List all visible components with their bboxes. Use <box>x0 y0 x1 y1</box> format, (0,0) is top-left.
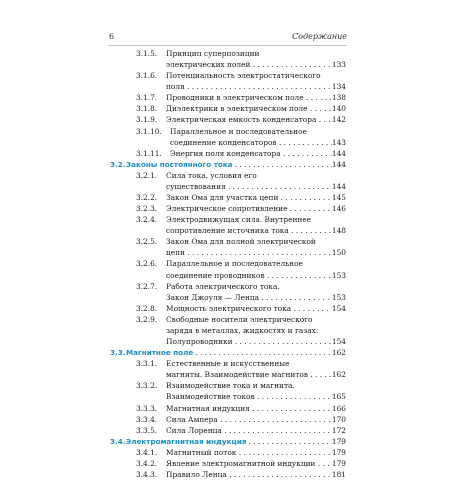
toc-title-text: Проводники в электрическом поле . . . <box>166 93 332 102</box>
toc-section-entry <box>110 436 346 447</box>
toc-title <box>166 303 332 314</box>
toc-title <box>166 48 332 59</box>
toc-entry <box>110 358 346 369</box>
toc-title <box>166 225 332 236</box>
toc-entry <box>110 281 346 292</box>
toc-entry <box>110 414 346 425</box>
toc-entry <box>110 126 346 137</box>
toc-title-text: Закон Ома для участка цепи . . . <box>166 193 332 202</box>
toc-number: 3.2. <box>110 159 126 169</box>
toc-page: 133 <box>331 60 346 70</box>
toc-title-text: Диэлектрики в электрическом поле . . . <box>166 104 332 113</box>
toc-number: 3.1.7. <box>136 93 158 103</box>
toc-title-text: Принцип суперпозиции <box>166 49 260 58</box>
toc-entry <box>110 270 346 281</box>
toc-page: 181 <box>331 469 346 479</box>
toc-page: 134 <box>331 82 346 92</box>
toc-number: 3.2.7. <box>136 281 158 291</box>
toc-title <box>126 436 332 447</box>
toc-title-text: Потенциальность электростатического <box>166 71 321 81</box>
toc-title <box>166 236 332 247</box>
toc-title <box>166 325 332 336</box>
toc-entry <box>110 225 346 236</box>
toc-entry <box>110 81 346 92</box>
toc-entry <box>110 48 346 59</box>
toc-number: 3.4.2. <box>136 458 158 468</box>
toc-title-text: электрических полей . . . <box>166 60 332 69</box>
toc-number: 3.3.1. <box>136 359 158 369</box>
toc-title <box>126 159 332 170</box>
toc-entry <box>110 70 346 81</box>
toc-title <box>126 347 332 358</box>
toc-entry <box>110 181 346 192</box>
toc-title-text: Взаимодействие токов . . . <box>166 392 332 401</box>
toc-entry <box>110 447 346 458</box>
toc-entry <box>110 469 346 480</box>
toc-title <box>166 403 332 414</box>
toc-title-text: существования . . . <box>166 182 332 191</box>
toc-page: 179 <box>331 447 346 457</box>
toc-title-text: Свободные носители электрического <box>166 314 313 324</box>
toc-number: 3.1.11. <box>136 148 162 158</box>
toc-entry <box>110 203 346 214</box>
toc-number: 3.2.8. <box>136 303 158 313</box>
toc-title <box>166 203 332 214</box>
toc-number: 3.2.9. <box>136 314 158 324</box>
toc-title <box>166 270 332 281</box>
toc-title <box>166 369 332 380</box>
toc-title-text: Магнитное поле . . . <box>126 348 332 357</box>
toc-entry <box>110 325 346 336</box>
toc-entry <box>110 214 346 225</box>
toc-entry <box>110 103 346 114</box>
toc-title-text: Магнитная индукция . . . <box>166 404 332 413</box>
toc-entry <box>110 369 346 380</box>
toc-title <box>166 114 332 125</box>
table-of-contents <box>110 48 346 480</box>
toc-title <box>166 425 332 436</box>
toc-page: 166 <box>331 403 346 413</box>
toc-title <box>170 126 332 137</box>
toc-title <box>166 170 332 181</box>
toc-title-text: соединение конденсаторов . . . <box>170 138 332 147</box>
toc-title-text: Явление электромагнитной индукции . . . <box>166 459 332 468</box>
toc-page: 145 <box>331 193 346 203</box>
toc-entry <box>110 391 346 402</box>
toc-entry <box>110 458 346 469</box>
toc-title <box>166 81 332 92</box>
toc-title-text: Энергия поля конденсатора . . . <box>170 149 332 158</box>
toc-title <box>166 181 332 192</box>
toc-page: 153 <box>331 292 346 302</box>
toc-entry <box>110 292 346 303</box>
toc-title-text: сопротивление источника тока . . . <box>166 226 332 235</box>
toc-number: 3.1.6. <box>136 71 158 81</box>
toc-title <box>166 469 332 480</box>
toc-entry <box>110 92 346 103</box>
toc-title <box>166 391 332 402</box>
toc-page: 179 <box>331 436 346 446</box>
toc-title <box>166 414 332 425</box>
toc-title-text: Электромагнитная индукция . . . <box>126 437 332 446</box>
toc-title <box>166 380 332 391</box>
toc-page: 153 <box>331 270 346 280</box>
toc-number: 3.1.8. <box>136 104 158 114</box>
toc-title <box>166 292 332 303</box>
toc-title <box>166 214 332 225</box>
toc-title-text: Магнитный поток . . . <box>166 448 332 457</box>
toc-entry <box>110 314 346 325</box>
toc-entry <box>110 137 346 148</box>
toc-title-text: Электрическое сопротивление . . . <box>166 204 332 213</box>
toc-entry <box>110 336 346 347</box>
toc-entry <box>110 303 346 314</box>
toc-number: 3.3. <box>110 348 126 358</box>
toc-number: 3.3.3. <box>136 403 158 413</box>
toc-entry <box>110 148 346 159</box>
toc-entry <box>110 258 346 269</box>
toc-page: 144 <box>331 148 346 158</box>
toc-number: 3.4.3. <box>136 469 158 479</box>
toc-number: 3.1.10. <box>136 126 162 136</box>
toc-title <box>166 358 332 369</box>
toc-title-text: Естественные и искусственные <box>166 359 290 369</box>
toc-title-text: Электрическая емкость конденсатора . . . <box>166 115 332 124</box>
toc-title <box>166 458 332 469</box>
toc-page: 162 <box>331 370 346 380</box>
toc-title-text: заряда в металлах, жидкостях и газах. <box>166 325 319 335</box>
running-title: Содержание <box>292 32 347 41</box>
toc-title-text: Взаимодействие тока и магнита. <box>166 381 295 391</box>
toc-number: 3.3.5. <box>136 425 158 435</box>
toc-title-text: магниты. Взаимодействие магнитов . . . <box>166 370 332 379</box>
toc-title <box>166 92 332 103</box>
toc-number: 3.4. <box>110 436 126 446</box>
page-number: 6 <box>109 32 115 41</box>
toc-title-text: Мощность электрического тока . . . <box>166 304 332 313</box>
toc-title <box>170 137 332 148</box>
toc-title <box>166 281 332 292</box>
toc-entry <box>110 425 346 436</box>
toc-title-text: Работа электрического тока. <box>166 281 280 291</box>
toc-page: 142 <box>331 115 346 125</box>
toc-number: 3.1.5. <box>136 49 158 58</box>
toc-title-text: Параллельное и последовательное <box>170 126 307 136</box>
toc-title-text: Закон Ома для полной электрической <box>166 237 316 247</box>
toc-page: 138 <box>331 93 346 103</box>
toc-title-text: Сила Лоренца . . . <box>166 426 332 435</box>
toc-title-text: Сила Ампера . . . <box>166 415 332 424</box>
toc-entry <box>110 380 346 391</box>
toc-entry <box>110 247 346 258</box>
toc-page: 140 <box>331 104 346 114</box>
toc-page: 162 <box>331 348 346 358</box>
toc-title <box>166 258 332 269</box>
toc-number: 3.2.4. <box>136 215 158 225</box>
toc-page: 144 <box>331 159 346 169</box>
toc-page: 179 <box>331 458 346 468</box>
toc-title-text: цепи . . . <box>166 248 332 257</box>
toc-entry <box>110 403 346 414</box>
toc-title-text: Закон Джоуля — Ленца . . . <box>166 293 332 302</box>
toc-title-text: Правило Ленца . . . <box>166 470 332 479</box>
toc-title <box>166 59 332 70</box>
toc-title <box>166 447 332 458</box>
toc-title <box>166 70 332 81</box>
toc-page: 165 <box>331 392 346 402</box>
toc-title-text: Сила тока, условия его <box>166 170 257 180</box>
toc-title-text: Электродвижущая сила. Внутреннее <box>166 215 312 225</box>
toc-number: 3.2.6. <box>136 259 158 269</box>
toc-title <box>166 192 332 203</box>
toc-page: 143 <box>331 137 346 147</box>
toc-section-entry <box>110 347 346 358</box>
toc-title <box>166 336 332 347</box>
toc-title <box>166 247 332 258</box>
toc-title-text: поля . . . <box>166 82 332 91</box>
toc-title-text: соединение проводников . . . <box>166 271 332 280</box>
toc-page: 144 <box>331 181 346 191</box>
toc-page: 170 <box>331 414 346 424</box>
toc-page: 172 <box>331 425 346 435</box>
toc-page: 154 <box>331 303 346 313</box>
toc-entry <box>110 236 346 247</box>
toc-number: 3.2.5. <box>136 237 158 247</box>
toc-entry <box>110 170 346 181</box>
toc-title <box>170 148 332 159</box>
toc-section-entry <box>110 159 346 170</box>
toc-number: 3.4.1. <box>136 447 158 457</box>
toc-entry <box>110 59 346 70</box>
toc-number: 3.3.4. <box>136 414 158 424</box>
toc-title <box>166 103 332 114</box>
toc-entry <box>110 114 346 125</box>
toc-page: 150 <box>331 248 346 258</box>
toc-number: 3.2.1. <box>136 170 158 180</box>
toc-entry <box>110 192 346 203</box>
toc-page: 154 <box>331 337 346 347</box>
toc-number: 3.1.9. <box>136 115 158 125</box>
toc-title-text: Законы постоянного тока . . . <box>126 160 332 169</box>
toc-number: 3.2.3. <box>136 204 158 214</box>
toc-title-text: Полупроводники . . . <box>166 337 332 346</box>
toc-title-text: Параллельное и последовательное <box>166 259 303 269</box>
toc-number: 3.3.2. <box>136 381 158 391</box>
page-header <box>108 31 347 46</box>
toc-page: 148 <box>331 226 346 236</box>
toc-title <box>166 314 332 325</box>
toc-page: 146 <box>331 204 346 214</box>
toc-number: 3.2.2. <box>136 193 158 203</box>
